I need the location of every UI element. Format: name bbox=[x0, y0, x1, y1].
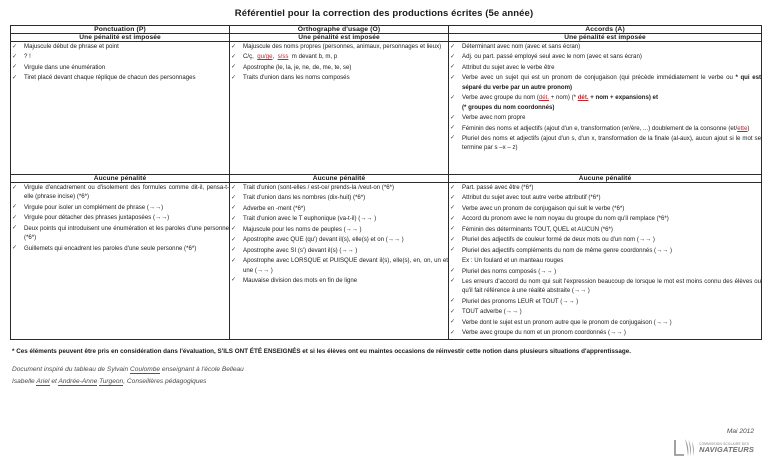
list-item: ✓ Virgule dans une énumération bbox=[11, 63, 229, 72]
subheader-nopenalty-accords: Aucune pénalité bbox=[449, 175, 762, 183]
credits-name-coulombe: Coulombe bbox=[130, 366, 161, 373]
annotation-ette: ette bbox=[737, 124, 748, 132]
credits bbox=[10, 364, 758, 387]
credits-name-turgeon: Turgeon bbox=[99, 377, 124, 385]
credits-line-2 bbox=[12, 376, 756, 388]
list-item: ✓ Traits d'union dans les noms composés bbox=[230, 73, 448, 82]
list-item: ✓ Pluriel des adjectifs de couleur formé de deux mots ou d'un nom (→→ ) bbox=[449, 235, 761, 244]
list-item: ✓ Déterminant avec nom (avec et sans écran) bbox=[449, 42, 761, 51]
list-item: ✓ Pluriel des adjectifs compléments du nom de même genre coordonnés (→→ ) bbox=[449, 246, 761, 255]
cell-penalty-ponctuation bbox=[11, 42, 230, 175]
list-item: ✓ Guillemets qui encadrent les paroles d'une seule personne (*6*) bbox=[11, 244, 229, 253]
list-item: ✓ Trait d'union dans les nombres (dix-huit) (*6*) bbox=[230, 193, 448, 202]
list-item: ✓ Majuscule des noms propres (personnes, animaux, personnages et lieux) bbox=[230, 42, 448, 51]
credits-line2-suffix: , Conseillères pédagogiques bbox=[123, 377, 207, 385]
list-item: ✓ ? ! bbox=[11, 52, 229, 61]
list-item: ✓ Adverbe en -ment (*6*) bbox=[230, 204, 448, 213]
column-header-accords: Accords (A) bbox=[449, 26, 762, 34]
list-nopenalty-orthographe bbox=[230, 183, 448, 285]
annotation-det-1: dét. bbox=[538, 94, 550, 102]
list-item: ✓ Mauvaise division des mots en fin de ligne bbox=[230, 276, 448, 285]
list-nopenalty-accords bbox=[449, 183, 761, 338]
organization-logo bbox=[672, 437, 754, 459]
list-item: ✓ Virgule d'encadrement ou d'isolement des formules comme dit-il, pensa-t-elle (phrase incise) (*6*) bbox=[11, 183, 229, 202]
list-item: ✓ Virgule pour isoler un complément de phrase (→→) bbox=[11, 203, 229, 212]
column-header-orthographe: Orthographe d'usage (O) bbox=[230, 26, 449, 34]
list-item: ✓ Verbe dont le sujet est un pronom autre que le pronom de conjugaison (→→ ) bbox=[449, 318, 761, 327]
no-penalty-subheader-row bbox=[11, 175, 762, 183]
cell-penalty-accords bbox=[449, 42, 762, 175]
list-item: ✓ Tiret placé devant chaque réplique de chacun des personnages bbox=[11, 73, 229, 82]
list-item: ✓ Deux points qui introduisent une énumération et les paroles d'une personne (*6*) bbox=[11, 224, 229, 243]
credits-name-ariel: Ariel bbox=[36, 377, 50, 385]
credits-line2-sep: et bbox=[49, 377, 59, 385]
penalty-content-row bbox=[11, 42, 762, 175]
annotation-gu-ge: gu/ge bbox=[257, 53, 273, 61]
penalty-subheader-row bbox=[11, 34, 762, 42]
list-penalty-orthographe bbox=[230, 42, 448, 83]
list-item: ✓ Pluriel des pronoms LEUR et TOUT (→→ ) bbox=[449, 297, 761, 306]
annotation-det-2: dét. bbox=[577, 94, 589, 102]
list-item: ✓ Accord du pronom avec le nom noyau du groupe du nom qu'il remplace (*6*) bbox=[449, 214, 761, 223]
subheader-penalty-ponctuation: Une pénalité est imposée bbox=[11, 34, 230, 42]
list-item: ✓ Virgule pour détacher des phrases juxtaposées (→→) bbox=[11, 213, 229, 222]
list-item: ✓ Apostrophe (le, la, je, ne, de, me, te, se) bbox=[230, 63, 448, 72]
subheader-penalty-accords: Une pénalité est imposée bbox=[449, 34, 762, 42]
list-item: ✓ Adj. ou part. passé employé seul avec le nom (avec et sans écran) bbox=[449, 52, 761, 61]
logo-bottom-text: NAVIGATEURS bbox=[699, 444, 754, 454]
credits-name-andree-anne: Andrée-Anne bbox=[58, 377, 98, 385]
logo-top-text: COMMISSION SCOLAIRE DES bbox=[699, 441, 750, 446]
column-header-ponctuation: Ponctuation (P) bbox=[11, 26, 230, 34]
credits-line-1 bbox=[12, 364, 756, 376]
list-item-example: Ex : Un foulard et un manteau rouges bbox=[462, 257, 564, 265]
credits-line1-suffix: enseignant à l'école Belleau bbox=[160, 366, 244, 373]
list-item: ✓ Les erreurs d'accord du nom qui suit l'expression beaucoup de lorsque le mot est moins connu des élèves ou qu'il fait référence à une réalité abstraite (→→ ) bbox=[449, 277, 761, 296]
referentiel-table bbox=[10, 25, 762, 340]
page-title-text: Référentiel pour la correction des productions écrites (5e année) bbox=[234, 8, 534, 19]
list-penalty-ponctuation bbox=[11, 42, 229, 83]
list-item: ✓ Pluriel des noms composés (→→ ) bbox=[449, 267, 761, 276]
footer-right bbox=[672, 428, 754, 459]
list-item: ✓ Verbe avec nom propre bbox=[449, 113, 761, 122]
credits-line1-prefix: Document inspiré du tableau de Sylvain bbox=[12, 366, 131, 373]
annotation-s-ss: s/ss bbox=[277, 53, 289, 61]
document-date: Mai 2012 bbox=[726, 428, 754, 435]
list-item: ✓ Attribut du sujet avec le verbe être bbox=[449, 63, 761, 72]
list-item: ✓ Majuscule début de phrase et point bbox=[11, 42, 229, 51]
cell-nopenalty-ponctuation bbox=[11, 183, 230, 340]
list-item-feminin: ✓ Féminin des noms et adjectifs (ajout d'un e, transformation (er/ère, ...) doublement de la consonne (et/ette) bbox=[449, 124, 761, 133]
credits-line2-prefix: Isabelle bbox=[12, 377, 37, 385]
subheader-nopenalty-ponctuation: Aucune pénalité bbox=[11, 175, 230, 183]
list-item: ✓ Part. passé avec être (*6*) bbox=[449, 183, 761, 192]
no-penalty-content-row bbox=[11, 183, 762, 340]
subheader-nopenalty-orthographe: Aucune pénalité bbox=[230, 175, 449, 183]
list-item: ✓ Trait d'union avec le T euphonique (va-t-il) (→→ ) bbox=[230, 214, 448, 223]
table-header-row bbox=[11, 26, 762, 34]
list-item: ✓ Apostrophe avec SI (s') devant il(s) (→→ ) bbox=[230, 246, 448, 255]
list-item: ✓ Majuscule pour les noms de peuples (→→ ) bbox=[230, 225, 448, 234]
list-item-verbe-pronom: ✓ Verbe avec un sujet qui est un pronom de conjugaison (qui précède immédiatement le verbe ou * qui est séparé du verbe par un autre pronom) bbox=[449, 73, 761, 92]
list-item: ✓ Apostrophe avec QUE (qu') devant il(s), elle(s) et on (→→ ) bbox=[230, 235, 448, 244]
subheader-penalty-orthographe: Une pénalité est imposée bbox=[230, 34, 449, 42]
footnote: * Ces éléments peuvent être pris en considération dans l'évaluation, S'ILS ONT ÉTÉ ENSEIGNÉS et si les élèves ont eu maintes occasions de réinvestir cette notion dans plusieurs situations d'apprentissage. bbox=[12, 347, 631, 355]
page-title bbox=[10, 8, 758, 19]
list-item-ortho-lettres: ✓ C/ç, gu/ge, s/ss m devant b, m, p bbox=[230, 52, 448, 61]
list-penalty-accords bbox=[449, 42, 761, 153]
navigateurs-logo-icon bbox=[672, 437, 696, 459]
list-item: ✓ Apostrophe avec LORSQUE et PUISQUE devant il(s), elle(s), en, on, un et une (→→ ) bbox=[230, 256, 448, 275]
cell-penalty-orthographe bbox=[230, 42, 449, 175]
list-item: ✓ Pluriel des noms et adjectifs (ajout d'un s, d'un x, transformation de la finale (al-aux), aucun ajout si le mot se termine par s –x – z) bbox=[449, 134, 761, 153]
list-item: ✓ Féminin des déterminants TOUT, QUEL et AUCUN (*6*) bbox=[449, 225, 761, 234]
list-item: ✓ Verbe avec un pronom de conjugaison qui suit le verbe (*6*) bbox=[449, 204, 761, 213]
list-item: ✓ Attribut du sujet avec tout autre verbe attributif (*6*) bbox=[449, 193, 761, 202]
list-item: ✓ Verbe avec groupe du nom et un pronom coordonnés (→→ ) bbox=[449, 328, 761, 337]
logo-text bbox=[699, 443, 754, 454]
cell-nopenalty-orthographe bbox=[230, 183, 449, 340]
list-item: ✓ TOUT adverbe (→→ ) bbox=[449, 307, 761, 316]
list-item: ✓ Trait d'union (sont-elles / est-ce/ prends-la /veut-on (*6*) bbox=[230, 183, 448, 192]
cell-nopenalty-accords bbox=[449, 183, 762, 340]
list-nopenalty-ponctuation bbox=[11, 183, 229, 253]
list-item-verbe-gn: ✓ Verbe avec groupe du nom (dét. + nom) (* dét. + nom + expansions) et (* groupes du nom coordonnés) bbox=[449, 93, 761, 112]
